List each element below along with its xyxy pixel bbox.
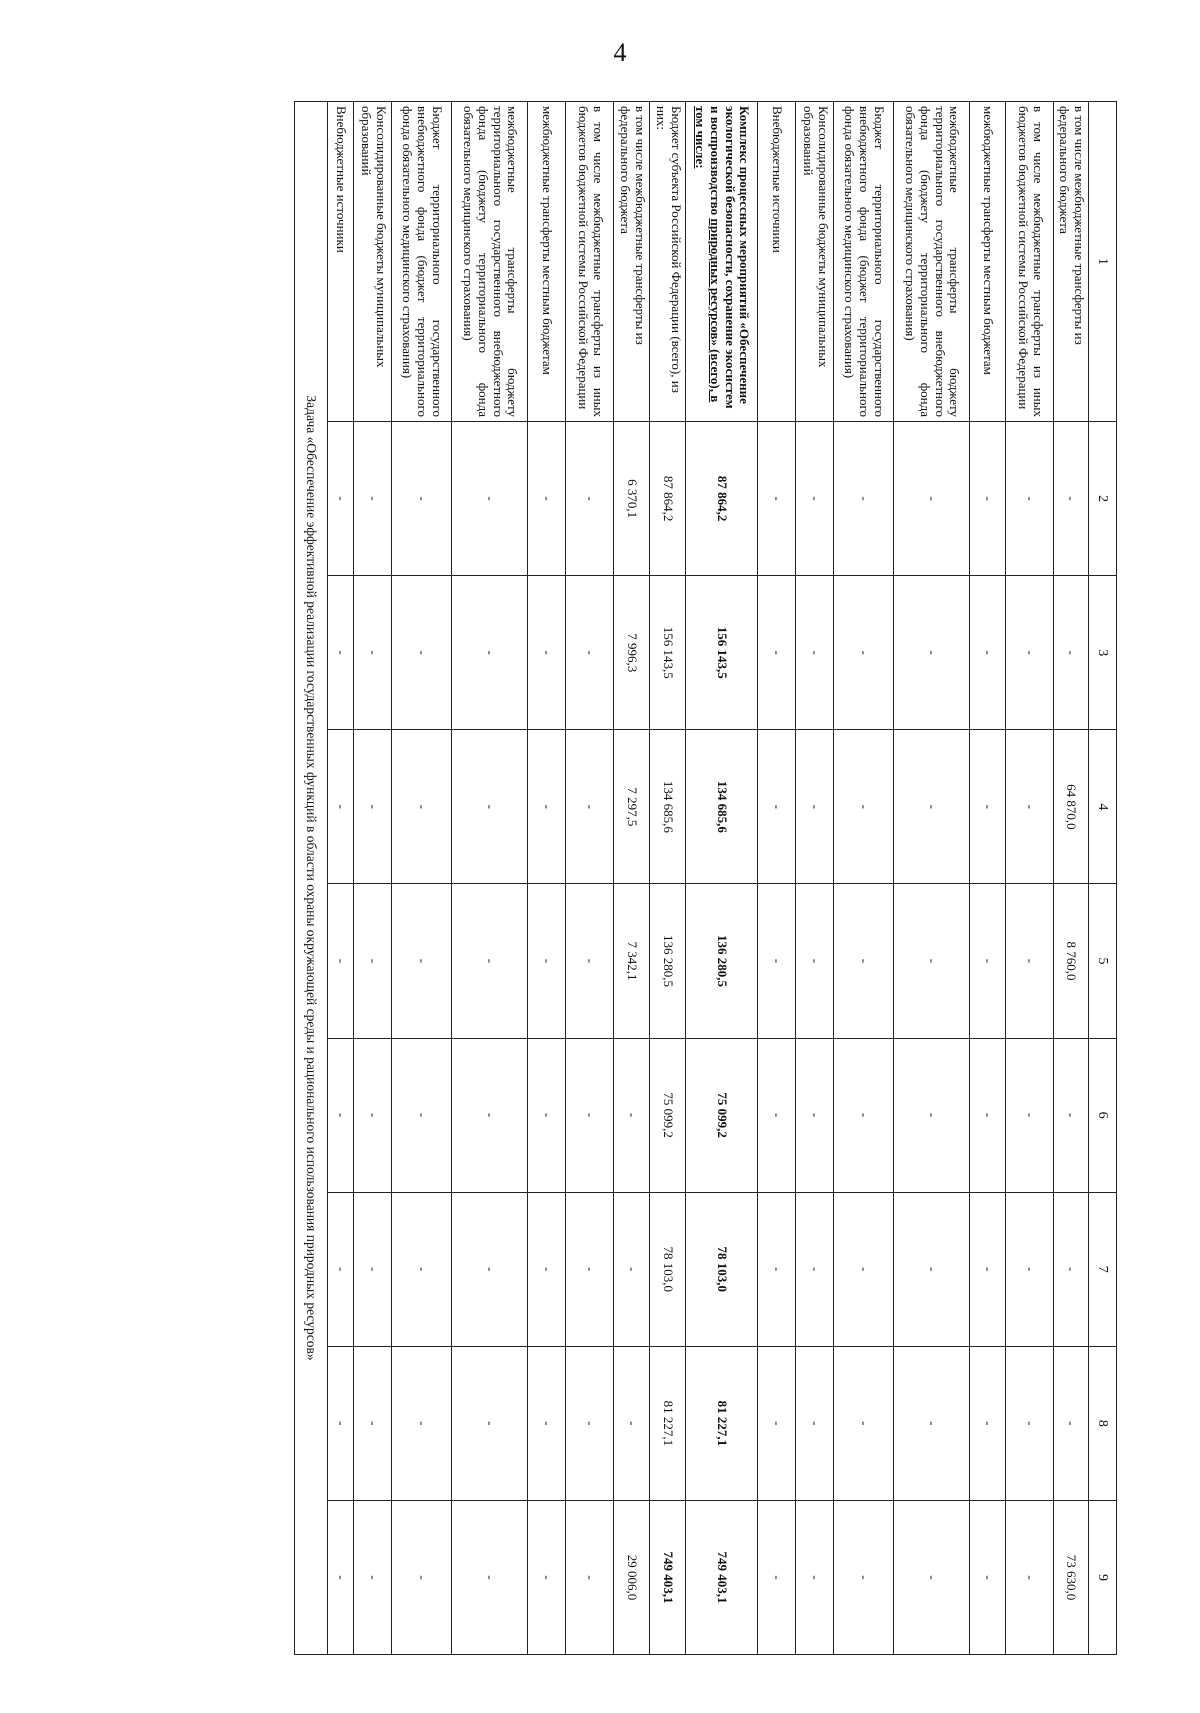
value-cell: - (328, 576, 354, 730)
value-cell: 7 996,3 (614, 576, 650, 730)
value-cell: - (834, 1038, 894, 1192)
value-cell: - (354, 1346, 392, 1500)
row-label: Консолидированные бюджеты муниципальных образований (354, 102, 392, 422)
value-cell: - (796, 576, 834, 730)
value-cell: - (328, 1500, 354, 1654)
value-cell: - (354, 422, 392, 576)
value-cell: - (528, 1346, 566, 1500)
value-cell: - (354, 1192, 392, 1346)
value-cell: - (452, 576, 528, 730)
value-cell: - (834, 422, 894, 576)
value-cell: - (894, 422, 970, 576)
value-cell: 156 143,5 (650, 576, 686, 730)
section-title: Задача «Обеспечение эффективной реализации государственных функций в области охраны окружающей среды и рационального использования природных ресурсов» (295, 102, 328, 1655)
header-cell: 8 (1089, 1346, 1117, 1500)
value-cell: 7 342,1 (614, 884, 650, 1038)
value-cell: - (354, 884, 392, 1038)
header-cell: 5 (1089, 884, 1117, 1038)
value-cell: - (392, 1038, 452, 1192)
table-row (354, 102, 392, 1655)
value-cell: - (566, 1500, 614, 1654)
value-cell: - (392, 730, 452, 884)
row-label: Консолидированные бюджеты муниципальных образований (796, 102, 834, 422)
table-row (1054, 102, 1089, 1655)
value-cell: - (354, 730, 392, 884)
value-cell: - (614, 1346, 650, 1500)
value-cell: - (1006, 730, 1054, 884)
value-cell: - (452, 1346, 528, 1500)
value-cell: - (970, 1346, 1006, 1500)
value-cell: - (834, 730, 894, 884)
value-cell: - (528, 1500, 566, 1654)
value-cell: - (392, 576, 452, 730)
value-cell: - (758, 730, 796, 884)
value-cell: - (528, 422, 566, 576)
value-cell: - (1054, 576, 1089, 730)
table-row (328, 102, 354, 1655)
value-cell: - (894, 884, 970, 1038)
row-label-underlined: природных ресурсов» (всего), в том числе: (692, 106, 723, 403)
value-cell: - (1054, 1192, 1089, 1346)
value-cell: - (392, 1192, 452, 1346)
table-row (528, 102, 566, 1655)
value-cell: - (894, 730, 970, 884)
value-cell: - (970, 1500, 1006, 1654)
value-cell: - (1054, 422, 1089, 576)
table-body (295, 102, 1089, 1655)
value-cell: 78 103,0 (650, 1192, 686, 1346)
value-cell: - (970, 1192, 1006, 1346)
value-cell: - (528, 884, 566, 1038)
value-cell: - (566, 1038, 614, 1192)
value-cell: 749 403,1 (650, 1500, 686, 1654)
value-cell: - (354, 1038, 392, 1192)
value-cell: - (528, 576, 566, 730)
row-label: Внебюджетные источники (758, 102, 796, 422)
value-cell: - (758, 576, 796, 730)
value-cell: - (796, 884, 834, 1038)
value-cell: 156 143,5 (686, 576, 758, 730)
value-cell: - (614, 1192, 650, 1346)
row-label: межбюджетные трансферты местным бюджетам (970, 102, 1006, 422)
value-cell: - (328, 884, 354, 1038)
value-cell: - (1006, 1346, 1054, 1500)
rotated-table-container (209, 101, 1117, 1655)
value-cell: - (1006, 1500, 1054, 1654)
row-label-main: Комплекс процессных мероприятий «Обеспечение экологической безопасности, сохранение экосистем и воспроизводство (707, 106, 753, 409)
value-cell: - (894, 1038, 970, 1192)
value-cell: - (834, 884, 894, 1038)
value-cell: - (328, 1192, 354, 1346)
value-cell: - (796, 1500, 834, 1654)
header-cell: 4 (1089, 730, 1117, 884)
value-cell: - (796, 1038, 834, 1192)
table-row (1006, 102, 1054, 1655)
value-cell: - (796, 730, 834, 884)
row-label: в том числе межбюджетные трансферты из иных бюджетов бюджетной системы Российской Федерации (1006, 102, 1054, 422)
header-row (1089, 102, 1117, 1655)
row-label: межбюджетные трансферты местным бюджетам (528, 102, 566, 422)
value-cell: 136 280,5 (686, 884, 758, 1038)
table-row (686, 102, 758, 1655)
value-cell: - (328, 1038, 354, 1192)
table-row (758, 102, 796, 1655)
header-cell: 3 (1089, 576, 1117, 730)
value-cell: - (894, 576, 970, 730)
page-number: 4 (613, 38, 627, 67)
value-cell: - (528, 730, 566, 884)
value-cell: - (392, 1500, 452, 1654)
row-label: в том числе межбюджетные трансферты из иных бюджетов бюджетной системы Российской Федерации (566, 102, 614, 422)
table-row (970, 102, 1006, 1655)
value-cell: - (392, 1346, 452, 1500)
value-cell: - (834, 576, 894, 730)
value-cell: - (796, 1192, 834, 1346)
value-cell: 81 227,1 (686, 1346, 758, 1500)
value-cell: - (328, 422, 354, 576)
value-cell: - (566, 1192, 614, 1346)
value-cell: - (758, 884, 796, 1038)
row-label: Внебюджетные источники (328, 102, 354, 422)
value-cell: - (354, 576, 392, 730)
value-cell: - (452, 1192, 528, 1346)
value-cell: - (566, 730, 614, 884)
value-cell: - (796, 422, 834, 576)
value-cell: - (566, 576, 614, 730)
value-cell: - (834, 1346, 894, 1500)
value-cell: 75 099,2 (686, 1038, 758, 1192)
header-cell: 7 (1089, 1192, 1117, 1346)
table-row (392, 102, 452, 1655)
value-cell: 6 370,1 (614, 422, 650, 576)
value-cell: - (796, 1346, 834, 1500)
row-label: в том числе межбюджетные трансферты из федерального бюджета (1054, 102, 1089, 422)
value-cell: - (1006, 1192, 1054, 1346)
row-label (686, 102, 758, 422)
value-cell: - (566, 1346, 614, 1500)
value-cell: 749 403,1 (686, 1500, 758, 1654)
value-cell: - (894, 1346, 970, 1500)
row-label: Бюджет территориального государственного внебюджетного фонда (бюджет территориального фонда обязательного медицинского страхования) (392, 102, 452, 422)
value-cell: - (452, 1038, 528, 1192)
value-cell: - (758, 422, 796, 576)
row-label: в том числе межбюджетные трансферты из федерального бюджета (614, 102, 650, 422)
row-label: Бюджет субъекта Российской Федерации (всего), из них: (650, 102, 686, 422)
value-cell: - (758, 1192, 796, 1346)
table-row (614, 102, 650, 1655)
value-cell: - (834, 1192, 894, 1346)
table-row (452, 102, 528, 1655)
value-cell: 136 280,5 (650, 884, 686, 1038)
value-cell: - (1006, 422, 1054, 576)
value-cell: - (834, 1500, 894, 1654)
value-cell: - (566, 422, 614, 576)
value-cell: 73 630,0 (1054, 1500, 1089, 1654)
value-cell: - (758, 1500, 796, 1654)
value-cell: - (452, 730, 528, 884)
value-cell: - (970, 1038, 1006, 1192)
value-cell: - (354, 1500, 392, 1654)
value-cell: - (1006, 576, 1054, 730)
value-cell: - (758, 1346, 796, 1500)
value-cell: - (894, 1500, 970, 1654)
value-cell: - (758, 1038, 796, 1192)
value-cell: 87 864,2 (686, 422, 758, 576)
value-cell: - (328, 1346, 354, 1500)
value-cell: - (970, 730, 1006, 884)
header-cell: 2 (1089, 422, 1117, 576)
value-cell: - (970, 576, 1006, 730)
value-cell: - (1006, 1038, 1054, 1192)
header-cell: 9 (1089, 1500, 1117, 1654)
value-cell: - (452, 422, 528, 576)
value-cell: - (392, 422, 452, 576)
value-cell: 8 760,0 (1054, 884, 1089, 1038)
table-row (566, 102, 614, 1655)
value-cell: - (894, 1192, 970, 1346)
value-cell: 78 103,0 (686, 1192, 758, 1346)
value-cell: - (528, 1192, 566, 1346)
row-label: межбюджетные трансферты бюджету территориального государственного внебюджетного фонда (бюджету территориального фонда обязательного медицинского страхования) (452, 102, 528, 422)
value-cell: 29 006,0 (614, 1500, 650, 1654)
value-cell: 134 685,6 (686, 730, 758, 884)
header-cell: 6 (1089, 1038, 1117, 1192)
value-cell: 81 227,1 (650, 1346, 686, 1500)
budget-table (294, 101, 1117, 1655)
table-row (894, 102, 970, 1655)
value-cell: - (970, 422, 1006, 576)
value-cell: - (1054, 1038, 1089, 1192)
table-row (796, 102, 834, 1655)
value-cell: - (328, 730, 354, 884)
row-label: межбюджетные трансферты бюджету территориального государственного внебюджетного фонда (бюджету территориального фонда обязательного медицинского страхования) (894, 102, 970, 422)
value-cell: 75 099,2 (650, 1038, 686, 1192)
value-cell: - (1006, 884, 1054, 1038)
value-cell: - (452, 1500, 528, 1654)
value-cell: 64 870,0 (1054, 730, 1089, 884)
value-cell: 87 864,2 (650, 422, 686, 576)
value-cell: - (566, 884, 614, 1038)
value-cell: - (452, 884, 528, 1038)
value-cell: - (528, 1038, 566, 1192)
row-label: Бюджет территориального государственного внебюджетного фонда (бюджет территориального фонда обязательного медицинского страхования) (834, 102, 894, 422)
value-cell: - (614, 1038, 650, 1192)
value-cell: - (970, 884, 1006, 1038)
value-cell: - (392, 884, 452, 1038)
value-cell: 7 297,5 (614, 730, 650, 884)
value-cell: 134 685,6 (650, 730, 686, 884)
table-row (834, 102, 894, 1655)
value-cell: - (1054, 1346, 1089, 1500)
table-row (650, 102, 686, 1655)
section-row (295, 102, 328, 1655)
header-cell: 1 (1089, 102, 1117, 422)
